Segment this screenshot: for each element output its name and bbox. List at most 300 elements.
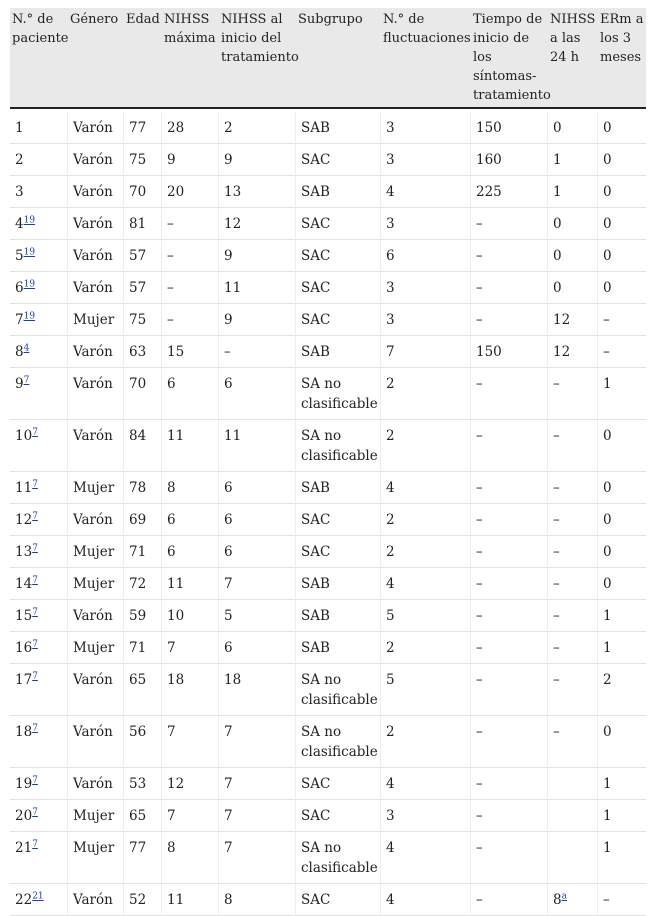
patient-id: 5 [15, 248, 24, 264]
cell-erm: 2 [598, 664, 646, 716]
cell-gen: Varón [68, 420, 124, 472]
cell-nini: 13 [219, 176, 296, 208]
cell-age: 59 [124, 600, 162, 632]
cell-age: 69 [124, 504, 162, 536]
cell-time: 225 [471, 176, 548, 208]
cell-sub: SAC [296, 504, 381, 536]
patient-id-cell [10, 536, 68, 568]
table-row [10, 208, 646, 240]
cell-nini: 11 [219, 420, 296, 472]
table-row [10, 568, 646, 600]
patient-id: 19 [15, 776, 33, 792]
cell-fluc: 3 [381, 144, 471, 176]
cell-nini: 12 [219, 208, 296, 240]
cell-sub: SAB [296, 336, 381, 368]
patient-id-cell [10, 144, 68, 176]
cell-nini: 9 [219, 240, 296, 272]
cell-sub: SAC [296, 144, 381, 176]
cell-erm: – [598, 336, 646, 368]
cell-nini: 6 [219, 536, 296, 568]
patient-id: 16 [15, 640, 33, 656]
table-row [10, 144, 646, 176]
n24-value: – [553, 576, 560, 592]
cell-nmax: 11 [162, 884, 219, 916]
cell-time: 160 [471, 144, 548, 176]
cell-n24 [548, 112, 598, 144]
patient-id: 18 [15, 724, 33, 740]
cell-gen: Varón [68, 884, 124, 916]
cell-n24 [548, 832, 598, 884]
reference-link[interactable]: 19 [23, 279, 36, 290]
cell-age: 84 [124, 420, 162, 472]
cell-time: 150 [471, 112, 548, 144]
cell-nini: 7 [219, 768, 296, 800]
cell-age: 70 [124, 368, 162, 420]
table-row [10, 884, 646, 916]
cell-gen: Varón [68, 208, 124, 240]
n24-value: – [553, 512, 560, 528]
patient-id: 20 [15, 808, 33, 824]
cell-n24 [548, 272, 598, 304]
cell-erm: 0 [598, 472, 646, 504]
cell-gen: Varón [68, 336, 124, 368]
n24-value: – [553, 480, 560, 496]
cell-gen: Mujer [68, 472, 124, 504]
patient-id: 9 [15, 376, 24, 392]
cell-nmax: 7 [162, 800, 219, 832]
cell-time: – [471, 272, 548, 304]
cell-gen: Mujer [68, 568, 124, 600]
patient-id: 2 [15, 152, 24, 168]
patient-id-cell [10, 600, 68, 632]
cell-nmax: – [162, 272, 219, 304]
cell-n24 [548, 144, 598, 176]
cell-gen: Varón [68, 504, 124, 536]
cell-fluc: 5 [381, 600, 471, 632]
table-row [10, 716, 646, 768]
cell-n24 [548, 664, 598, 716]
cell-fluc: 3 [381, 112, 471, 144]
cell-nmax: 6 [162, 504, 219, 536]
n24-value: 0 [553, 280, 562, 296]
cell-age: 75 [124, 144, 162, 176]
reference-link[interactable]: 7 [32, 775, 38, 786]
cell-fluc: 2 [381, 632, 471, 664]
patient-id-cell [10, 420, 68, 472]
table-row [10, 664, 646, 716]
cell-nini: 6 [219, 632, 296, 664]
cell-fluc: 4 [381, 884, 471, 916]
n24-value: 0 [553, 216, 562, 232]
patient-id-cell [10, 664, 68, 716]
cell-sub: SAC [296, 536, 381, 568]
cell-gen: Varón [68, 176, 124, 208]
patient-id-cell [10, 208, 68, 240]
cell-sub: SAB [296, 112, 381, 144]
reference-link[interactable]: 7 [32, 427, 38, 438]
patient-id-cell [10, 272, 68, 304]
cell-time: – [471, 240, 548, 272]
cell-erm: 0 [598, 536, 646, 568]
n24-value: 0 [553, 248, 562, 264]
cell-sub: SAB [296, 600, 381, 632]
cell-nini: 6 [219, 504, 296, 536]
patient-id: 17 [15, 672, 33, 688]
cell-nmax: – [162, 208, 219, 240]
n24-value: 12 [553, 344, 571, 360]
cell-nmax: – [162, 304, 219, 336]
cell-time: – [471, 304, 548, 336]
patient-id-cell [10, 832, 68, 884]
cell-age: 52 [124, 884, 162, 916]
header-cell: Género [68, 8, 124, 112]
patient-id-cell [10, 472, 68, 504]
table-row [10, 240, 646, 272]
n24-value: 8 [553, 892, 562, 908]
n24-value: – [553, 608, 560, 624]
cell-gen: Mujer [68, 632, 124, 664]
cell-gen: Varón [68, 768, 124, 800]
n24-value: – [553, 544, 560, 560]
cell-fluc: 2 [381, 368, 471, 420]
patient-id-cell [10, 768, 68, 800]
cell-n24 [548, 176, 598, 208]
n24-value: – [553, 724, 560, 740]
table-row [10, 176, 646, 208]
cell-time: – [471, 420, 548, 472]
cell-time: – [471, 536, 548, 568]
patient-id-cell [10, 716, 68, 768]
cell-fluc: 4 [381, 832, 471, 884]
cell-nmax: 8 [162, 472, 219, 504]
cell-time: – [471, 768, 548, 800]
cell-fluc: 4 [381, 472, 471, 504]
cell-n24 [548, 304, 598, 336]
footnote-link[interactable]: a [561, 891, 567, 902]
header-cell: NIHSS al inicio del tratamiento [219, 8, 296, 112]
cell-sub: SA no clasificable [296, 716, 381, 768]
cell-time: – [471, 208, 548, 240]
cell-erm: – [598, 304, 646, 336]
n24-value: – [553, 672, 560, 688]
cell-fluc: 2 [381, 504, 471, 536]
cell-erm: 0 [598, 112, 646, 144]
patient-id: 1 [15, 120, 24, 136]
cell-n24 [548, 768, 598, 800]
cell-n24 [548, 536, 598, 568]
table-body [10, 112, 646, 916]
cell-fluc: 7 [381, 336, 471, 368]
cell-nini: 18 [219, 664, 296, 716]
reference-link[interactable]: 7 [32, 607, 38, 618]
cell-nini: 5 [219, 600, 296, 632]
cell-fluc: 2 [381, 716, 471, 768]
patients-table [10, 8, 646, 916]
cell-sub: SAC [296, 272, 381, 304]
table-row [10, 832, 646, 884]
cell-gen: Varón [68, 716, 124, 768]
patient-id-cell [10, 504, 68, 536]
cell-nini: 9 [219, 304, 296, 336]
cell-erm: 0 [598, 420, 646, 472]
cell-age: 56 [124, 716, 162, 768]
cell-nmax: 7 [162, 716, 219, 768]
cell-time: – [471, 368, 548, 420]
reference-link[interactable]: 7 [32, 723, 38, 734]
header-cell: NIHSS máxima [162, 8, 219, 112]
cell-nini: 11 [219, 272, 296, 304]
cell-sub: SAC [296, 768, 381, 800]
cell-n24 [548, 240, 598, 272]
reference-link[interactable]: 7 [32, 479, 38, 490]
header-cell: ERm a los 3 meses [598, 8, 646, 112]
patient-id-cell [10, 240, 68, 272]
cell-time: – [471, 664, 548, 716]
patient-id-cell [10, 112, 68, 144]
cell-age: 71 [124, 536, 162, 568]
cell-time: 150 [471, 336, 548, 368]
cell-sub: SAC [296, 304, 381, 336]
cell-time: – [471, 716, 548, 768]
cell-age: 63 [124, 336, 162, 368]
cell-n24 [548, 368, 598, 420]
cell-n24 [548, 472, 598, 504]
reference-link[interactable]: 7 [32, 839, 38, 850]
cell-nmax: 15 [162, 336, 219, 368]
table-row [10, 420, 646, 472]
cell-gen: Varón [68, 144, 124, 176]
n24-value: 1 [553, 152, 562, 168]
reference-link[interactable]: 7 [23, 375, 30, 386]
table-row [10, 272, 646, 304]
cell-age: 65 [124, 664, 162, 716]
cell-nini: 7 [219, 716, 296, 768]
reference-link[interactable]: 7 [32, 639, 38, 650]
cell-time: – [471, 632, 548, 664]
cell-sub: SA no clasificable [296, 420, 381, 472]
cell-fluc: 3 [381, 272, 471, 304]
n24-value: – [553, 640, 560, 656]
cell-fluc: 2 [381, 420, 471, 472]
cell-gen: Mujer [68, 832, 124, 884]
reference-link[interactable]: 7 [32, 543, 38, 554]
reference-link[interactable]: 7 [32, 511, 38, 522]
n24-value: 0 [553, 120, 562, 136]
reference-link[interactable]: 19 [23, 215, 36, 226]
cell-nmax: 6 [162, 536, 219, 568]
patient-id-cell [10, 568, 68, 600]
cell-sub: SAB [296, 632, 381, 664]
cell-nini: – [219, 336, 296, 368]
cell-gen: Varón [68, 600, 124, 632]
cell-sub: SAB [296, 176, 381, 208]
table-row [10, 472, 646, 504]
cell-sub: SAB [296, 568, 381, 600]
cell-sub: SAB [296, 472, 381, 504]
cell-time: – [471, 568, 548, 600]
cell-n24 [548, 632, 598, 664]
patient-id-cell [10, 336, 68, 368]
cell-n24 [548, 208, 598, 240]
cell-nini: 7 [219, 832, 296, 884]
cell-age: 77 [124, 832, 162, 884]
patient-id: 7 [15, 312, 24, 328]
cell-erm: 1 [598, 632, 646, 664]
cell-nmax: 28 [162, 112, 219, 144]
cell-age: 75 [124, 304, 162, 336]
cell-fluc: 3 [381, 800, 471, 832]
cell-gen: Varón [68, 240, 124, 272]
cell-gen: Mujer [68, 536, 124, 568]
cell-gen: Mujer [68, 800, 124, 832]
patient-id: 15 [15, 608, 33, 624]
patient-id-cell [10, 368, 68, 420]
header-row [10, 8, 646, 112]
cell-n24 [548, 336, 598, 368]
table-row [10, 800, 646, 832]
cell-gen: Mujer [68, 304, 124, 336]
cell-nmax: 8 [162, 832, 219, 884]
cell-nmax: 7 [162, 632, 219, 664]
header-cell: Tiempo de inicio de los síntomas-tratamiento [471, 8, 548, 112]
cell-nini: 6 [219, 472, 296, 504]
cell-fluc: 2 [381, 536, 471, 568]
cell-n24 [548, 420, 598, 472]
cell-erm: 0 [598, 208, 646, 240]
cell-n24 [548, 600, 598, 632]
cell-age: 78 [124, 472, 162, 504]
patient-id: 13 [15, 544, 33, 560]
table-row [10, 112, 646, 144]
cell-sub: SAC [296, 800, 381, 832]
cell-fluc: 3 [381, 304, 471, 336]
patient-id: 3 [15, 184, 24, 200]
reference-link[interactable]: 7 [32, 807, 38, 818]
cell-sub: SAC [296, 884, 381, 916]
patient-id: 4 [15, 216, 24, 232]
table-row [10, 368, 646, 420]
cell-age: 65 [124, 800, 162, 832]
cell-nini: 6 [219, 368, 296, 420]
cell-nmax: 12 [162, 768, 219, 800]
patient-id: 11 [15, 480, 33, 496]
cell-gen: Varón [68, 272, 124, 304]
cell-erm: 1 [598, 768, 646, 800]
n24-value: 1 [553, 184, 562, 200]
cell-erm: 0 [598, 568, 646, 600]
cell-sub: SA no clasificable [296, 368, 381, 420]
cell-time: – [471, 472, 548, 504]
patient-id: 6 [15, 280, 24, 296]
cell-nmax: 20 [162, 176, 219, 208]
reference-link[interactable]: 19 [23, 247, 36, 258]
patient-id-cell [10, 176, 68, 208]
table-row [10, 632, 646, 664]
patient-id-cell [10, 304, 68, 336]
cell-fluc: 5 [381, 664, 471, 716]
cell-nmax: 9 [162, 144, 219, 176]
cell-sub: SA no clasificable [296, 664, 381, 716]
n24-value: – [553, 428, 560, 444]
cell-erm: 0 [598, 144, 646, 176]
cell-gen: Varón [68, 368, 124, 420]
patient-id: 12 [15, 512, 33, 528]
cell-age: 71 [124, 632, 162, 664]
cell-sub: SA no clasificable [296, 832, 381, 884]
patient-id: 8 [15, 344, 24, 360]
patient-id: 22 [15, 892, 33, 908]
cell-time: – [471, 832, 548, 884]
cell-erm: 0 [598, 504, 646, 536]
patient-id-cell [10, 632, 68, 664]
cell-age: 70 [124, 176, 162, 208]
header-cell: Edad [124, 8, 162, 112]
cell-erm: 1 [598, 600, 646, 632]
table-row [10, 304, 646, 336]
cell-fluc: 4 [381, 176, 471, 208]
cell-nmax: 11 [162, 568, 219, 600]
cell-nini: 9 [219, 144, 296, 176]
cell-n24 [548, 568, 598, 600]
patient-id: 21 [15, 840, 33, 856]
cell-erm: 1 [598, 800, 646, 832]
table-row [10, 600, 646, 632]
cell-nini: 8 [219, 884, 296, 916]
n24-value: 12 [553, 312, 571, 328]
cell-n24 [548, 716, 598, 768]
cell-age: 53 [124, 768, 162, 800]
cell-erm: 1 [598, 368, 646, 420]
header-cell: N.° de paciente [10, 8, 68, 112]
cell-nini: 2 [219, 112, 296, 144]
cell-erm: 0 [598, 176, 646, 208]
cell-fluc: 6 [381, 240, 471, 272]
cell-fluc: 4 [381, 568, 471, 600]
patient-id: 10 [15, 428, 33, 444]
reference-link[interactable]: 4 [23, 343, 30, 354]
cell-gen: Varón [68, 664, 124, 716]
table-row [10, 504, 646, 536]
patient-id-cell [10, 884, 68, 916]
cell-age: 57 [124, 272, 162, 304]
cell-nmax: 11 [162, 420, 219, 472]
cell-fluc: 3 [381, 208, 471, 240]
patient-id-cell [10, 800, 68, 832]
header-cell: Subgrupo [296, 8, 381, 112]
cell-nini: 7 [219, 800, 296, 832]
table-row [10, 768, 646, 800]
cell-fluc: 4 [381, 768, 471, 800]
cell-n24 [548, 504, 598, 536]
cell-time: – [471, 884, 548, 916]
cell-time: – [471, 504, 548, 536]
reference-link[interactable]: 7 [32, 671, 38, 682]
cell-age: 57 [124, 240, 162, 272]
reference-link[interactable]: 7 [32, 575, 38, 586]
reference-link[interactable]: 19 [23, 311, 36, 322]
cell-nmax: 6 [162, 368, 219, 420]
reference-link[interactable]: 21 [32, 891, 44, 902]
cell-erm: 0 [598, 716, 646, 768]
cell-age: 72 [124, 568, 162, 600]
table-row [10, 536, 646, 568]
cell-erm: 0 [598, 240, 646, 272]
cell-sub: SAC [296, 240, 381, 272]
cell-gen: Varón [68, 112, 124, 144]
cell-nmax: – [162, 240, 219, 272]
cell-erm: – [598, 884, 646, 916]
header-cell: NIHSS a las 24 h [548, 8, 598, 112]
